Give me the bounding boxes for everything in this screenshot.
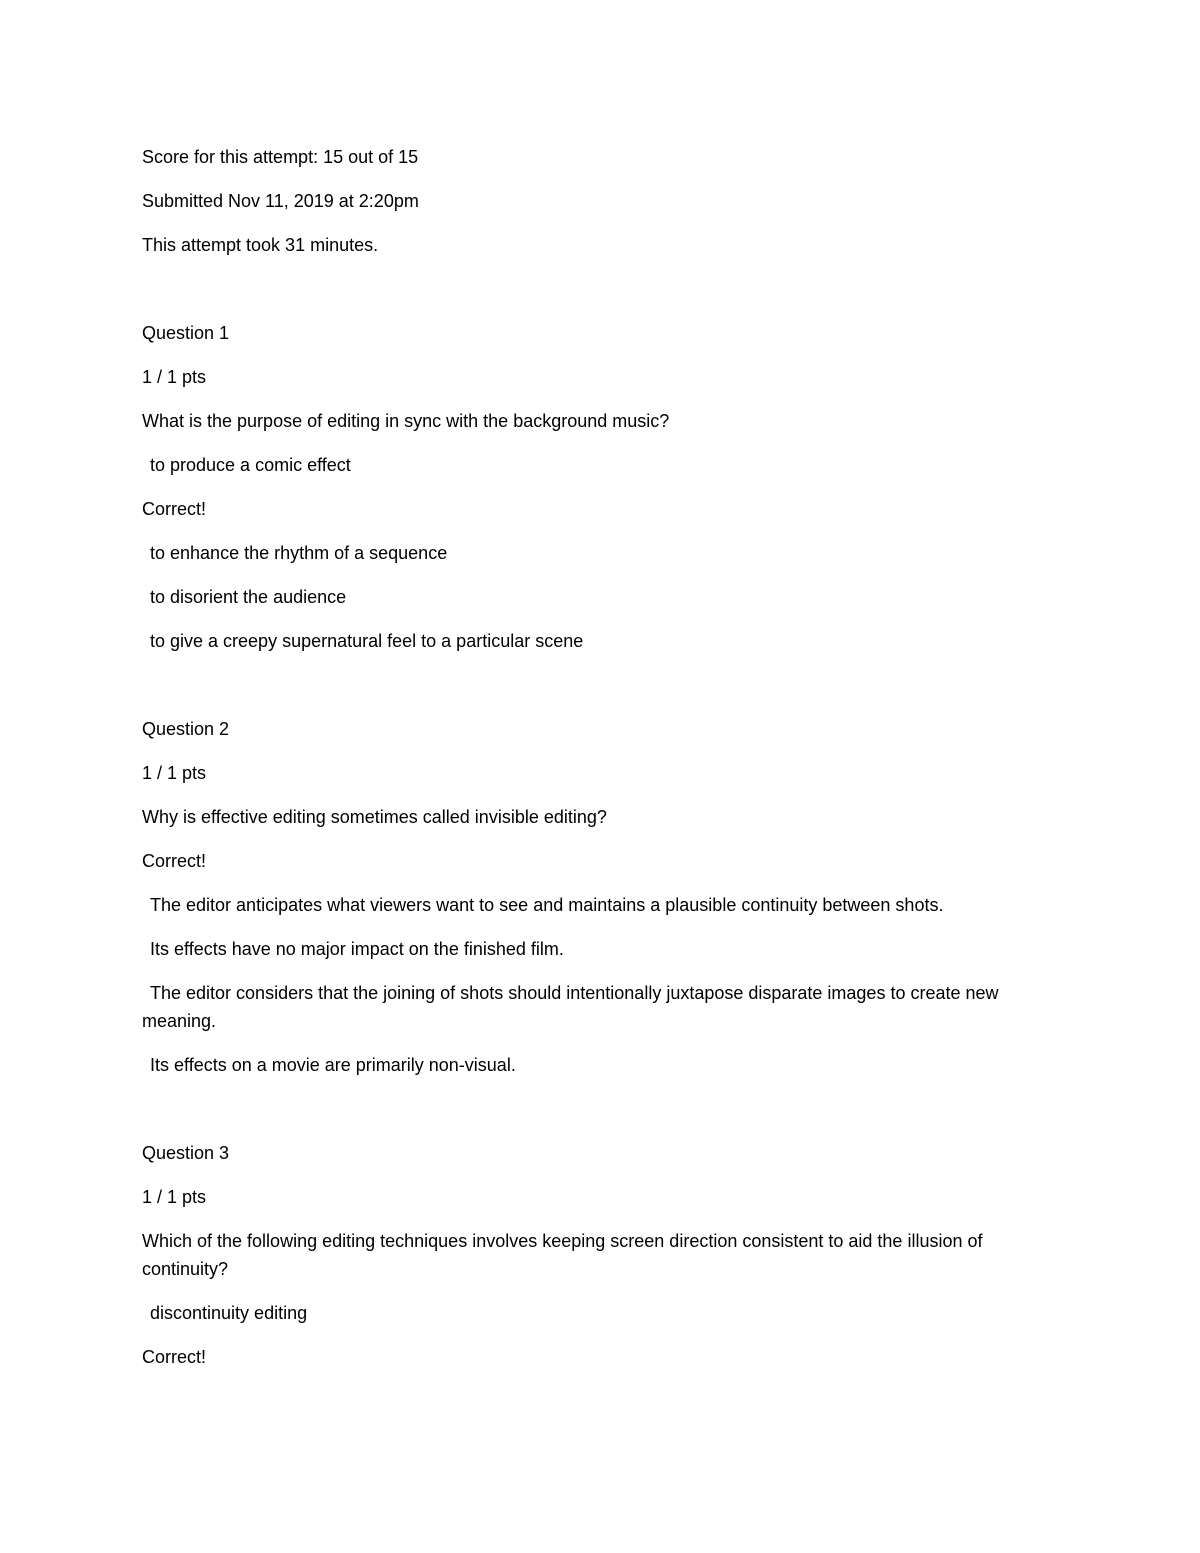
question-prompt: Why is effective editing sometimes called invisible editing? [142, 807, 607, 827]
spacer [142, 1095, 1062, 1139]
question-points: 1 / 1 pts [142, 1187, 207, 1207]
question-prompt: What is the purpose of editing in sync with the background music? [142, 411, 670, 431]
correct-marker: Correct! [142, 499, 207, 519]
question-points: 1 / 1 pts [142, 367, 207, 387]
answer-option[interactable]: to disorient the audience [150, 587, 347, 607]
attempt-duration: This attempt took 31 minutes. [142, 235, 379, 255]
answer-option[interactable]: discontinuity editing [150, 1303, 308, 1323]
spacer [142, 275, 1062, 319]
question-title: Question 1 [142, 323, 230, 343]
question-title: Question 2 [142, 719, 230, 739]
question-points: 1 / 1 pts [142, 763, 207, 783]
question-prompt: Which of the following editing techniques involves keeping screen direction consistent to aid the illusion of continuity? [142, 1231, 983, 1279]
answer-option[interactable]: to produce a comic effect [150, 455, 351, 475]
answer-option[interactable]: Its effects on a movie are primarily non-visual. [150, 1055, 516, 1075]
correct-marker: Correct! [142, 1347, 207, 1367]
answer-option[interactable]: Its effects have no major impact on the finished film. [150, 939, 564, 959]
correct-marker: Correct! [142, 851, 207, 871]
score-summary: Score for this attempt: 15 out of 15 [142, 147, 419, 167]
question-title: Question 3 [142, 1143, 230, 1163]
spacer [142, 671, 1062, 715]
answer-option[interactable]: The editor considers that the joining of shots should intentionally juxtapose disparate images to create new meaning. [142, 983, 999, 1031]
answer-option[interactable]: to enhance the rhythm of a sequence [150, 543, 448, 563]
question-3 [142, 1139, 1062, 1371]
question-2 [142, 715, 1062, 1079]
submitted-date: Submitted Nov 11, 2019 at 2:20pm [142, 191, 419, 211]
question-1 [142, 319, 1062, 655]
quiz-results-document [142, 143, 1062, 1387]
answer-option[interactable]: to give a creepy supernatural feel to a particular scene [150, 631, 584, 651]
answer-option[interactable]: The editor anticipates what viewers want to see and maintains a plausible continuity between shots. [150, 895, 944, 915]
